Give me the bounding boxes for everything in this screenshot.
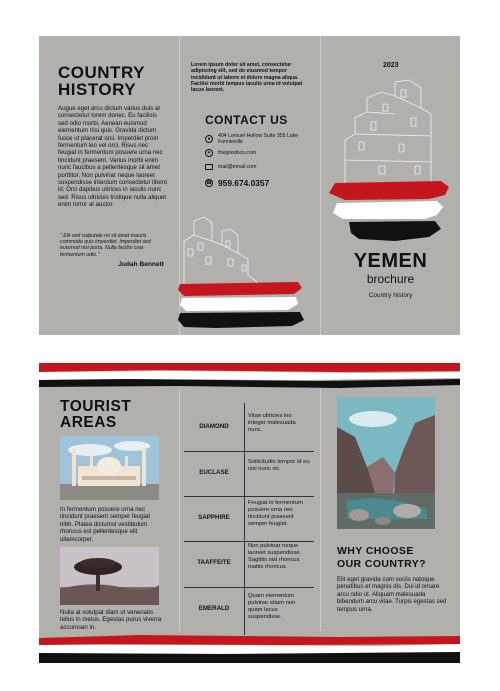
table-row [180,453,320,498]
contact-panel [180,36,320,335]
tourist-body-2: Nulla at volutpat diam ut venenatis tellus in metus. Egestas purus viverra accumsan in. [60,609,162,631]
contact-email[interactable]: mail@email.com [218,164,257,170]
phone-icon: ☎ [205,180,213,186]
history-body: Augue eget arcu dictum varius duis at consectetur lorem donec. Eu facilisis sed odio morbi. Aenean euismod elementum nisi quis. Gravida dictum fusce ut placerat orci. Imperdiet proin fermentum leo vel orci. Risus nec feugiat in fermentum posuere urna nec tincidunt praesent. Varius morbi enim nunc faucibus a pellentesque sit amet porttitor. Non pulvinar neque laoreet suspendisse interdum consectetur libero id. Orci dapibus ultrices in iaculis nunc sed. Risus ultricies tristique nulla aliquet enim tortor at auctor. [58,105,168,209]
contact-email-row [205,164,256,170]
table-row-desc: Sollicitudin tempor id eu nisl nunc mi. [248,459,310,472]
tourist-title-line2: AREAS [60,414,117,431]
dragon-tree-photo [60,547,159,605]
building-illustration [182,201,282,291]
table-row-name: DIAMOND [199,423,229,430]
contact-address-row [205,133,315,146]
contact-intro: Lorem ipsum dolor sit amet, consectetur adipiscing elit, sed do eiusmod tempor incididunt ut labore et dolore magna aliqua. Facilisi morbi tempus iaculis urna id volutpat lacus laoreet. [191,62,303,94]
tourist-panel [39,363,179,663]
table-row [180,543,320,588]
cover-subtitle: brochure [366,272,415,286]
canyon-photo [337,397,435,529]
table-row-desc: Quam elementum pulvinar etiam non quam lacus suspendisse. [248,593,296,620]
history-title [58,64,168,98]
location-pin-icon: ● [205,135,213,143]
flag-brush-strokes [176,282,306,332]
table-row-desc: Vitae ultricies leo integer malesuada nunc. [248,413,296,433]
why-panel [321,363,460,663]
contact-website[interactable]: thegoodocs.com [218,149,257,156]
brochure-outside-page [39,36,460,335]
history-panel [39,36,179,335]
contact-phone[interactable]: 959.674.0357 [218,178,270,188]
contact-phone-row [205,178,269,188]
table-row-name: SAPPHIRE [198,514,230,521]
why-title [337,545,426,570]
tourist-title [60,399,131,431]
contact-title: CONTACT US [205,113,288,127]
history-title-line1: COUNTRY [58,63,145,82]
why-title-line1: WHY CHOOSE [337,545,414,557]
table-row-desc: Non pulvinar neque laoreet suspendisse. Sagittis nisl rhoncus mattis rhoncus. [248,543,302,570]
why-body: Elit eget gravida cum sociis natoque penatibus et magnis dis. Dui id ornare arcu odio ut. Aliquam malesuada bibendum arcu vitae. Turpis egestas sed tempus urna. [337,576,447,613]
cover-panel [321,36,460,335]
table-row-name: EMERALD [198,605,230,612]
table-row-divider [184,587,314,588]
tourist-title-line1: TOURIST [60,398,132,415]
tourist-body-1: In fermentum posuere urna nec tincidunt praesent semper feugiat nibh. Platea dictumst vestibulum rhoncus est pellentesque elit ullamcorper. [60,506,151,543]
why-title-line2: OUR COUNTRY? [337,557,426,570]
cover-tagline: Country history [368,292,413,299]
table-row-desc: Feugiat in fermentum posuere urna nec tincidunt praesent semper feugiat. [248,500,303,527]
table-row [180,589,320,634]
table-row-divider [184,496,314,497]
table-row-name: TAAFFEITE [197,559,231,566]
old-city-illustration [339,74,439,189]
contact-website-row [205,149,256,157]
cover-year: 2023 [383,62,399,69]
flag-brush-strokes-cover [325,179,455,245]
table-row [180,498,320,543]
gem-table-panel [180,363,320,663]
table-row [180,407,320,452]
history-title-line2: HISTORY [58,80,137,99]
table-row-divider [184,541,314,542]
table-row-divider [184,451,314,452]
mail-icon [205,164,213,170]
cover-title: YEMEN [353,250,428,272]
history-quote: " Elit sed vulputate mi sit amet mauris commodo quis imperdiet. Imperdiet sed euismod nisi porta. Nulla facilisi cras fermentum odio." [60,232,151,258]
contact-address: 404 Lemuel Hollow Suite 355 Lake Fannieville [218,133,299,146]
mosque-photo [60,436,159,500]
quote-author: Judah Bennett [118,260,164,268]
brochure-inside-page [39,363,460,663]
globe-icon: ✦ [206,150,212,156]
table-row-name: EUCLASE [199,469,229,476]
